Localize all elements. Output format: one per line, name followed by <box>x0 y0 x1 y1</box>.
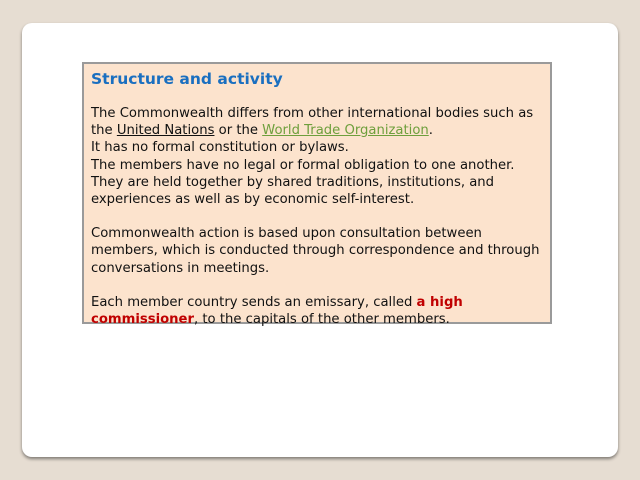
paragraph-international-bodies <box>91 105 550 139</box>
text-segment: . <box>428 123 433 139</box>
spacer <box>91 208 550 225</box>
line-members-obligation: The members have no legal or formal obligation to one another. <box>91 157 515 173</box>
spacer <box>91 277 550 294</box>
text-segment: Each member country sends an emissary, called <box>91 294 417 310</box>
line-constitution: It has no formal constitution or bylaws. <box>91 140 349 156</box>
paragraph-emissary <box>91 294 550 328</box>
text-segment: The Commonwealth differs from other international bodies such as the <box>91 106 534 139</box>
text-segment: or the <box>214 123 263 139</box>
line-held-together: They are held together by shared traditions, institutions, and experiences as well as by economic self-interest. <box>91 174 495 208</box>
high-commissioner-term: a high commissioner <box>91 294 463 328</box>
section-heading: Structure and activity <box>91 70 283 88</box>
text-segment: , to the capitals of the other members. <box>194 312 450 328</box>
world-trade-organization-link[interactable]: World Trade Organization <box>262 123 429 139</box>
content-textbox <box>82 62 552 328</box>
united-nations-link[interactable]: United Nations <box>116 123 215 139</box>
paragraph-consultation: Commonwealth action is based upon consultation between members, which is conducted through correspondence and through conversations in meetings. <box>91 226 540 276</box>
